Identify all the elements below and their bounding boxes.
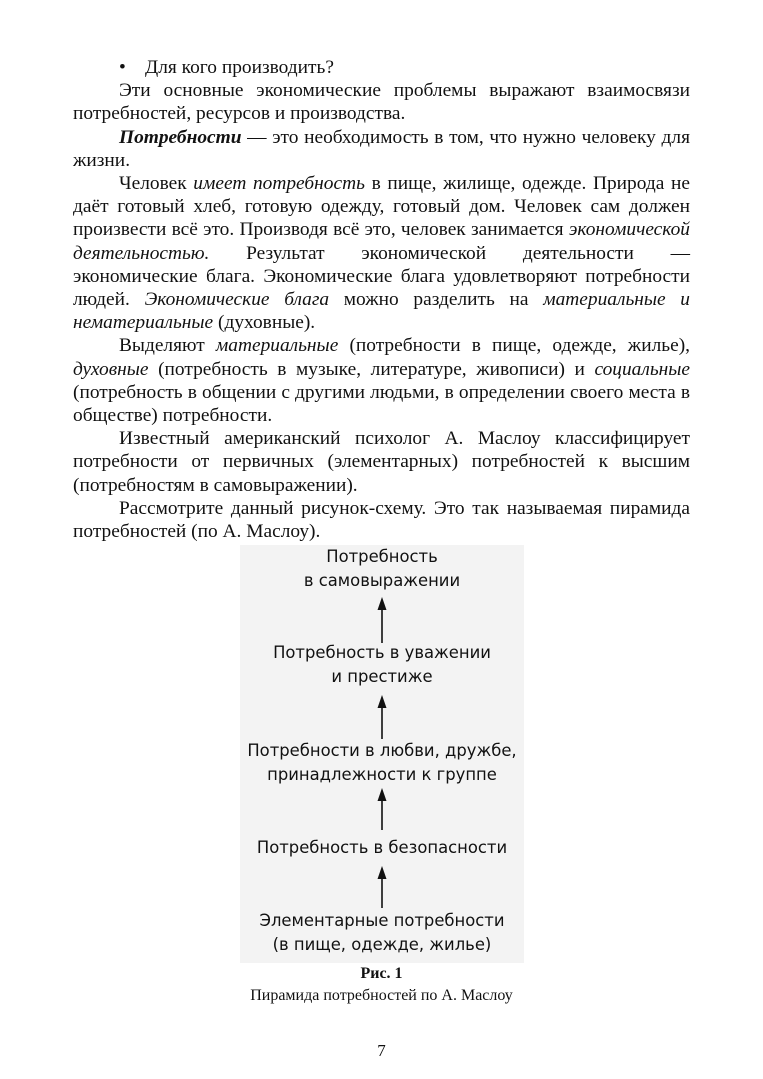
bullet-item bbox=[73, 56, 690, 79]
text-run: можно разделить на bbox=[329, 289, 544, 311]
arrow-up-icon bbox=[374, 788, 390, 830]
level-label-line2: (в пище, одежде, жилье) bbox=[272, 935, 492, 954]
text-run: Человек bbox=[119, 173, 194, 195]
arrow-up-icon bbox=[374, 866, 390, 908]
maslow-pyramid-diagram bbox=[240, 545, 524, 963]
level-esteem bbox=[240, 641, 524, 689]
main-text bbox=[73, 56, 690, 543]
text-run: (духовные). bbox=[213, 312, 316, 334]
paragraph-6: Рассмотрите данный рисунок-схему. Это так называемая пирамида потребностей (по А. Маслоу). bbox=[73, 497, 690, 543]
level-label-line1: Потребность в уважении bbox=[273, 643, 491, 662]
level-label-line2: принадлежности к группе bbox=[267, 765, 497, 784]
text-run: (потребность в музыке, литературе, живописи) и bbox=[148, 358, 595, 380]
level-belonging bbox=[240, 739, 524, 787]
italic-term: имеет потребность bbox=[193, 173, 365, 195]
level-label-line1: Элементарные потребности bbox=[259, 911, 505, 930]
text-run: (потребность в общении с другими людьми, в определении своего места в обществе) потребности. bbox=[73, 381, 690, 427]
bullet-text: Для кого производить? bbox=[145, 57, 334, 78]
italic-term: материальные и нематериальные bbox=[73, 289, 690, 334]
level-safety bbox=[240, 836, 524, 860]
level-label-line2: и престиже bbox=[331, 667, 433, 686]
definition-text: — это необходимость в том, что нужно человеку для жизни. bbox=[73, 126, 690, 171]
text-run: в пище, жилище, одежде. Природа не даёт готовый хлеб, готовую одежду, готовый дом. Человек сам должен произвести всё это. Производя всё это, человек занимается bbox=[73, 173, 690, 241]
italic-term: экономической деятельностью. bbox=[73, 219, 690, 264]
figure-caption-subtitle: Пирамида потребностей по А. Маслоу bbox=[250, 987, 513, 1004]
italic-term: духовные bbox=[73, 358, 149, 380]
level-basic bbox=[240, 909, 524, 957]
text-run: Результат экономической деятельности — экономические блага. Экономические блага удовлетворяют потребности людей. bbox=[73, 242, 690, 311]
term-needs: Потребности bbox=[119, 126, 242, 148]
page-number: 7 bbox=[377, 1041, 386, 1060]
text-run: (потребности в пище, одежде, жилье), bbox=[338, 335, 690, 357]
paragraph-4 bbox=[73, 334, 690, 427]
italic-term: материальные bbox=[215, 335, 339, 357]
paragraph-1: Эти основные экономические проблемы выражают взаимосвязи потребностей, ресурсов и производства. bbox=[73, 80, 690, 125]
italic-term: Экономические блага bbox=[144, 289, 330, 311]
arrow-up-icon bbox=[374, 597, 390, 643]
level-label-line1: Потребность в безопасности bbox=[256, 838, 508, 857]
level-label-line1: Потребности в любви, дружбе, bbox=[247, 741, 517, 760]
italic-term: социальные bbox=[594, 358, 690, 380]
figure-caption-title: Рис. 1 bbox=[360, 965, 403, 982]
paragraph-3 bbox=[73, 172, 690, 334]
bullet-icon: • bbox=[119, 57, 126, 78]
level-label-line1: Потребность bbox=[326, 547, 438, 566]
level-label-line2: в самовыражении bbox=[303, 571, 461, 590]
level-self-actualization bbox=[240, 545, 524, 593]
arrow-up-icon bbox=[374, 695, 390, 739]
text-run: Выделяют bbox=[119, 335, 216, 357]
paragraph-2 bbox=[73, 126, 690, 172]
paragraph-5: Известный американский психолог А. Маслоу классифицирует потребности от первичных (элементарных) потребностей к высшим (потребностям в самовыражении). bbox=[73, 428, 690, 496]
